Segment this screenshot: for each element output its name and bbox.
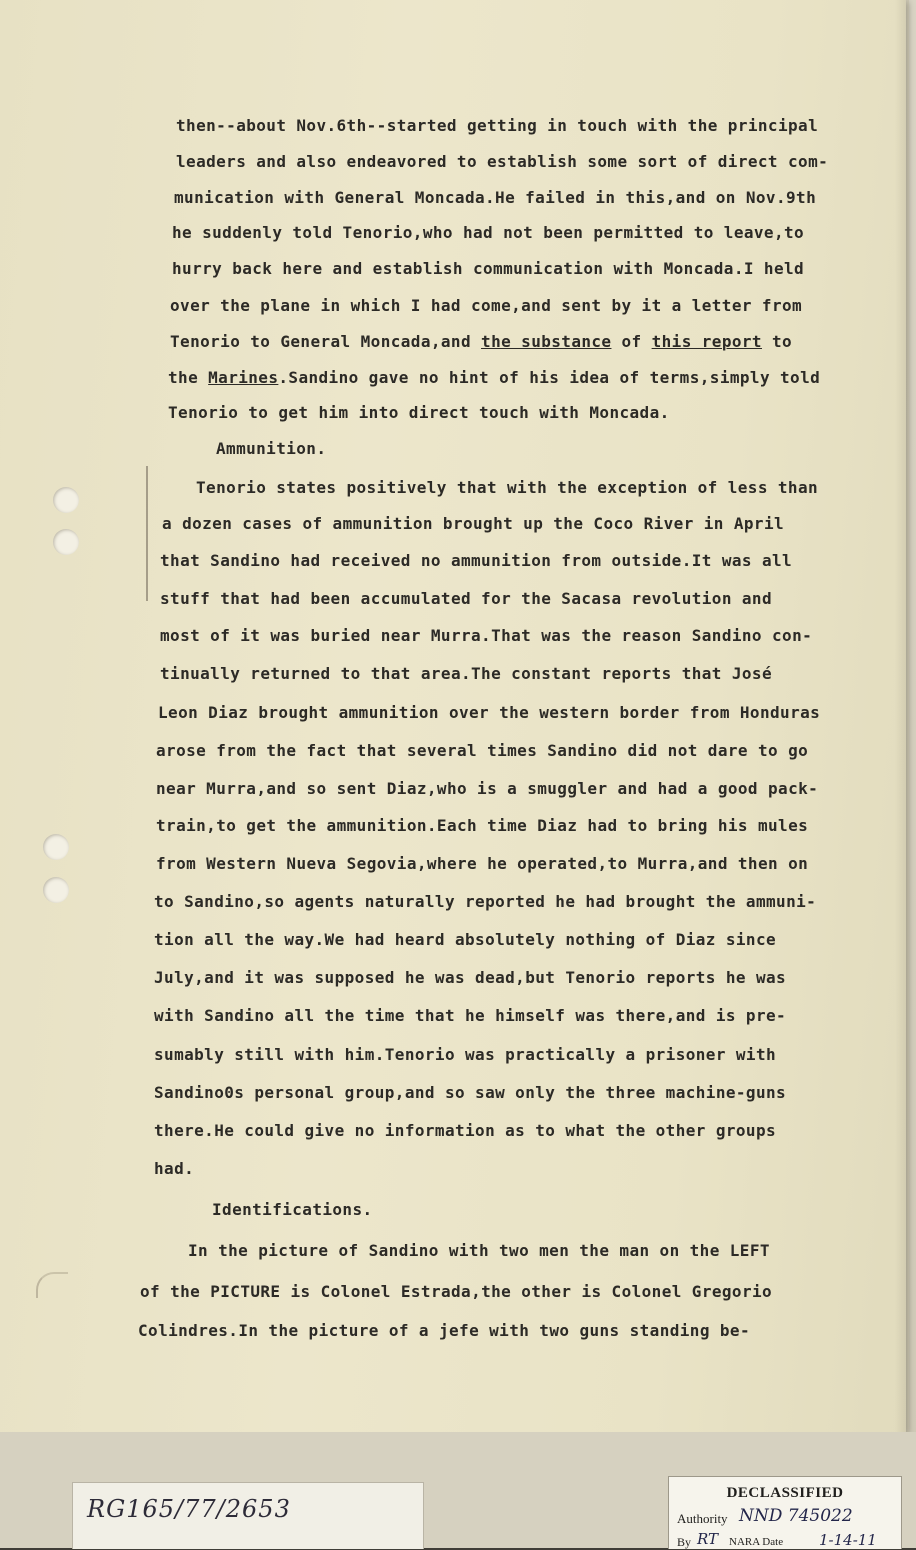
text-line: from Western Nueva Segovia,where he operated,to Murra,and then on (156, 854, 809, 873)
text-line: Colindres.In the picture of a jefe with two guns standing be- (138, 1321, 751, 1340)
text-line: over the plane in which I had come,and sent by it a letter from (170, 296, 803, 315)
section-heading-identifications: Identifications. (212, 1200, 373, 1219)
declassified-stamp (668, 1476, 902, 1549)
section-heading-ammunition: Ammunition. (216, 439, 327, 458)
text-line: there.He could give no information as to what the other groups (154, 1121, 777, 1140)
text-line: tion all the way.We had heard absolutely nothing of Diaz since (154, 930, 777, 949)
text-line: a dozen cases of ammunition brought up the Coco River in April (162, 514, 785, 533)
archive-record-number: RG165/77/2653 (87, 1495, 291, 1523)
text-line: stuff that had been accumulated for the Sacasa revolution and (160, 589, 773, 608)
text-line: of the PICTURE is Colonel Estrada,the other is Colonel Gregorio (140, 1282, 773, 1301)
text-line: Sandino0s personal group,and so saw only the three machine-guns (154, 1083, 787, 1102)
by-label: By (677, 1535, 692, 1549)
authority-label: Authority (677, 1511, 728, 1526)
text-line: In the picture of Sandino with two men the man on the LEFT (188, 1241, 770, 1260)
declassified-title: DECLASSIFIED (726, 1485, 844, 1501)
text-line: July,and it was supposed he was dead,but Tenorio reports he was (154, 968, 787, 987)
text-line: arose from the fact that several times Sandino did not dare to go (156, 741, 809, 760)
text-line: with Sandino all the time that he himself was there,and is pre- (154, 1006, 787, 1025)
punch-hole-icon (43, 834, 69, 860)
text-line: he suddenly told Tenorio,who had not been permitted to leave,to (172, 223, 805, 242)
underlined-text: this report (651, 332, 762, 351)
page-edge-shadow (895, 0, 909, 1432)
text-line: train,to get the ammunition.Each time Diaz had to bring his mules (156, 816, 809, 835)
authority-value: NND 745022 (739, 1506, 853, 1526)
text-line: to Sandino,so agents naturally reported he had brought the ammuni- (154, 892, 817, 911)
punch-hole-icon (53, 487, 79, 513)
text-line: most of it was buried near Murra.That was the reason Sandino con- (160, 626, 813, 645)
text-line: munication with General Moncada.He failed in this,and on Nov.9th (174, 188, 817, 207)
text-line: Leon Diaz brought ammunition over the western border from Honduras (158, 703, 821, 722)
text-line: hurry back here and establish communication with Moncada.I held (172, 259, 805, 278)
text-line: then--about Nov.6th--started getting in touch with the principal (176, 116, 819, 135)
archive-tag (72, 1482, 424, 1549)
margin-pencil-mark (146, 466, 151, 601)
date-value: 1-14-11 (819, 1531, 877, 1549)
text-line: leaders and also endeavored to establish some sort of direct com- (176, 152, 829, 171)
underlined-text: Marines (208, 368, 279, 387)
fold-crease-mark (36, 1272, 68, 1298)
text-line: had. (154, 1159, 195, 1178)
text-line: Tenorio to General Moncada,and the substance of this report to (170, 332, 793, 351)
text-line: Tenorio states positively that with the exception of less than (196, 478, 819, 497)
punch-hole-icon (43, 877, 69, 903)
text-line: tinually returned to that area.The constant reports that José (160, 664, 773, 683)
by-value: RT (697, 1530, 719, 1548)
punch-hole-icon (53, 529, 79, 555)
text-line: that Sandino had received no ammunition from outside.It was all (160, 551, 793, 570)
text-line: the Marines.Sandino gave no hint of his idea of terms,simply told (168, 368, 821, 387)
text-line: Tenorio to get him into direct touch with Moncada. (168, 403, 670, 422)
text-line: near Murra,and so sent Diaz,who is a smuggler and had a good pack- (156, 779, 819, 798)
nara-date-label: NARA Date (729, 1536, 784, 1548)
underlined-text: the substance (481, 332, 612, 351)
text-line: sumably still with him.Tenorio was practically a prisoner with (154, 1045, 777, 1064)
